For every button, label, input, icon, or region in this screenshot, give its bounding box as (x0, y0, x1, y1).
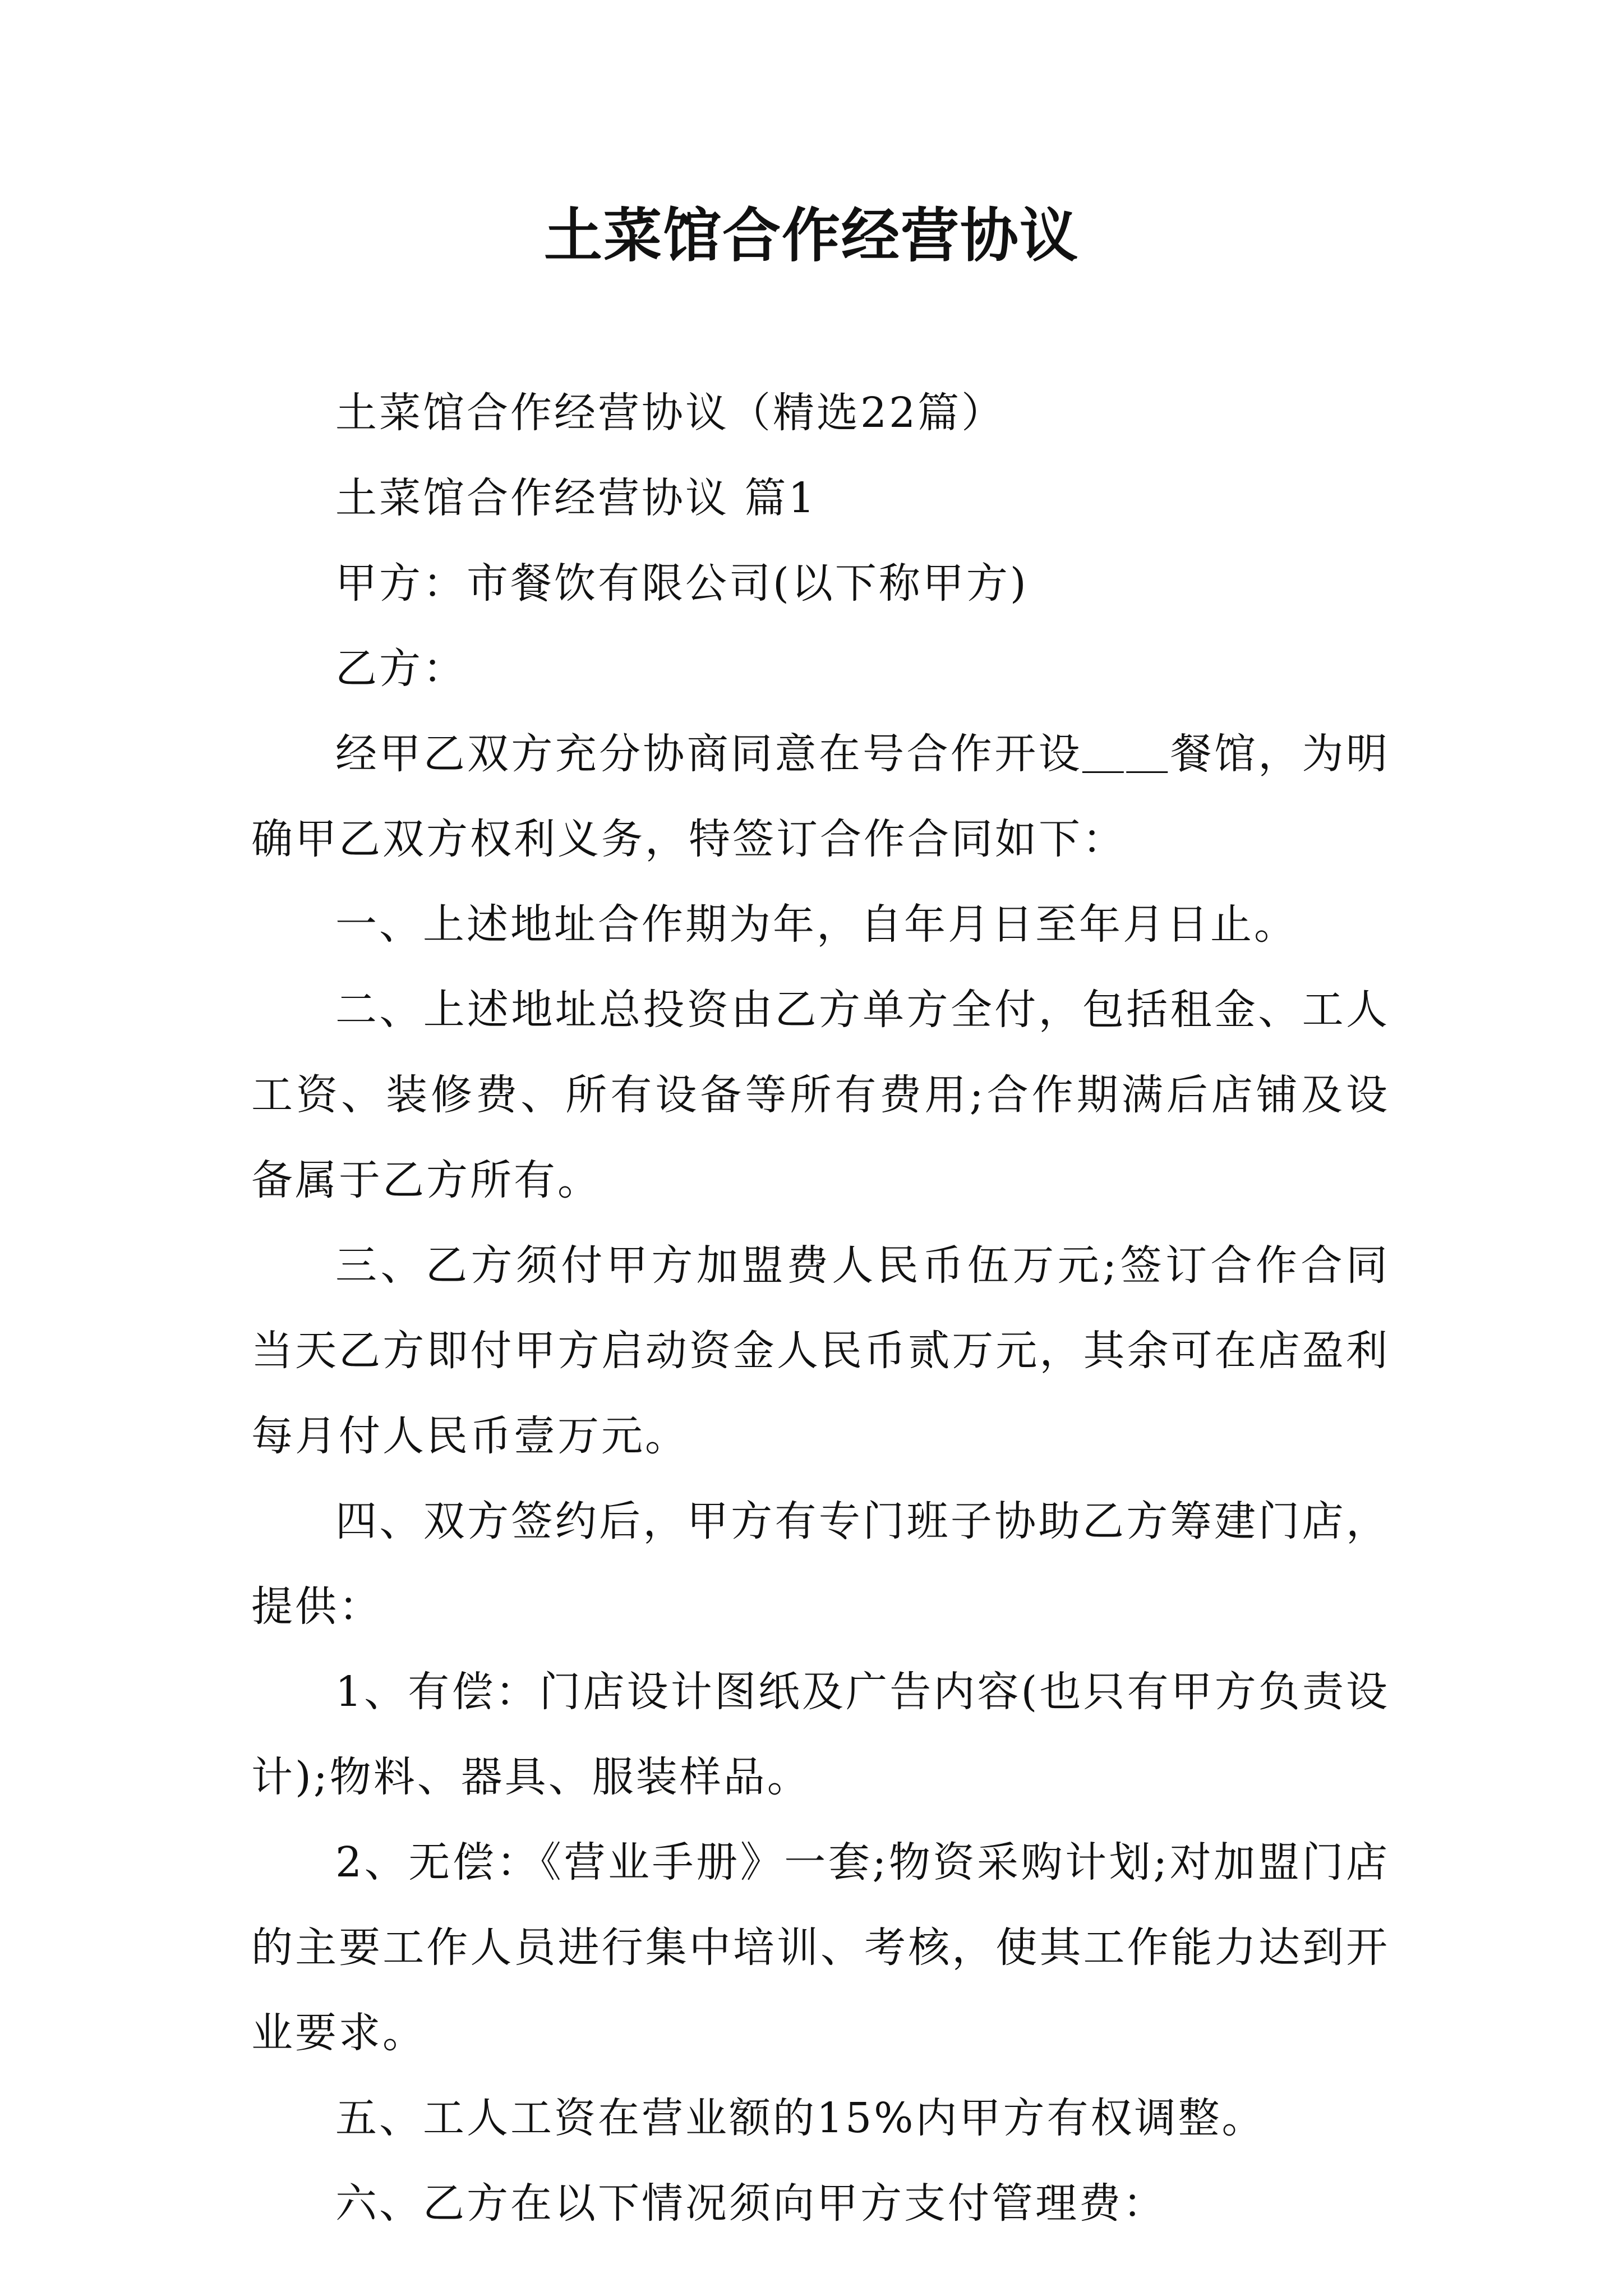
paragraph-clause-4-item-2: 2、无偿：《营业手册》一套;物资采购计划;对加盟门店的主要工作人员进行集中培训、考核，使其工作能力达到开业要求。 (251, 1838, 1390, 2057)
paragraph-clause-5: 五、工人工资在营业额的15%内甲方有权调整。 (335, 2094, 1266, 2142)
document-body (251, 370, 1390, 2246)
paragraph-clause-3: 三、乙方须付甲方加盟费人民币伍万元;签订合作合同当天乙方即付甲方启动资金人民币贰万元，其余可在店盈利每月付人民币壹万元。 (251, 1241, 1390, 1460)
paragraph-clause-4: 四、双方签约后，甲方有专门班子协助乙方筹建门店，提供： (251, 1497, 1390, 1631)
paragraph-clause-4-item-1: 1、有偿：门店设计图纸及广告内容(也只有甲方负责设计);物料、器具、服装样品。 (251, 1668, 1390, 1801)
paragraph-clause-6: 六、乙方在以下情况须向甲方支付管理费： (335, 2179, 1166, 2228)
paragraph-party-a: 甲方：市餐饮有限公司(以下称甲方) (335, 559, 1029, 608)
paragraph-clause-2: 二、上述地址总投资由乙方单方全付，包括租金、工人工资、装修费、所有设备等所有费用;合作期满后店铺及设备属于乙方所有。 (251, 986, 1390, 1204)
paragraph-section-heading: 土菜馆合作经营协议 篇1 (335, 474, 817, 522)
paragraph-party-b: 乙方： (335, 645, 467, 693)
paragraph-subtitle: 土菜馆合作经营协议（精选22篇） (335, 389, 1006, 437)
document-title: 土菜馆合作经营协议 (543, 201, 1079, 270)
paragraph-preamble: 经甲乙双方充分协商同意在号合作开设＿＿餐馆，为明确甲乙双方权利义务，特签订合作合同如下： (251, 730, 1390, 863)
paragraph-clause-1: 一、上述地址合作期为年，自年月日至年月日止。 (335, 900, 1298, 949)
